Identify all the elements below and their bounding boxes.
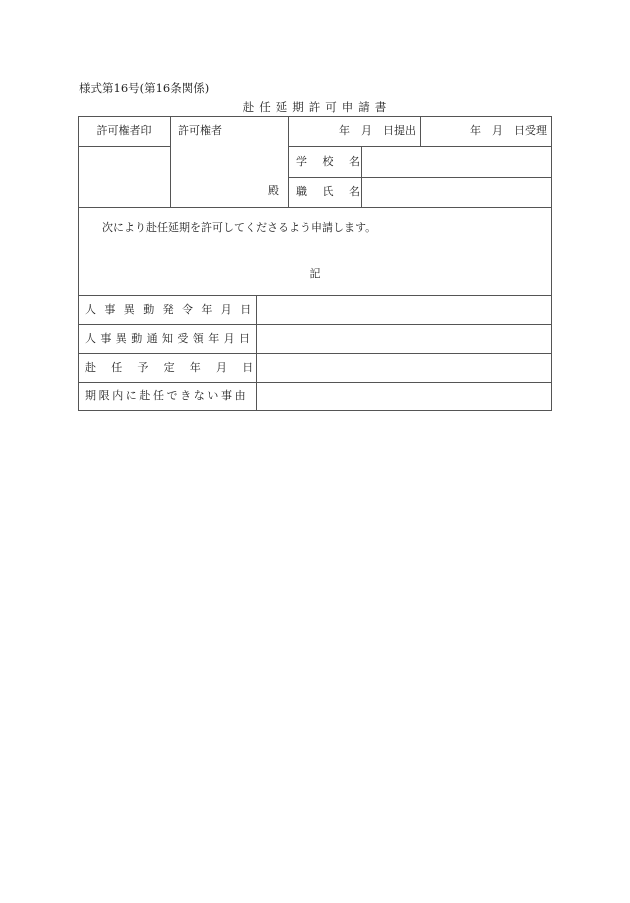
detail-row-label: 期限内に赴任できない事由 (85, 389, 249, 402)
school-name-label: 学 校 名 (296, 155, 366, 168)
received-date-label[interactable]: 年 月 日受理 (470, 124, 547, 137)
stamp-label: 許可権者印 (96, 124, 152, 137)
submitted-date-label[interactable]: 年 月 日提出 (339, 124, 416, 137)
table-border-top (78, 116, 552, 117)
detail-row-value[interactable] (262, 389, 546, 405)
form-title: 赴任延期許可申請書 (242, 100, 392, 114)
divider (288, 146, 552, 147)
divider (288, 177, 552, 178)
detail-row-value[interactable] (262, 303, 546, 319)
form-number: 様式第16号(第16条関係) (79, 81, 210, 95)
table-border-right (551, 116, 552, 411)
divider (78, 324, 552, 325)
position-name-field[interactable] (366, 185, 546, 201)
detail-row-value[interactable] (262, 332, 546, 348)
stamp-field[interactable] (79, 147, 170, 207)
divider (78, 295, 552, 296)
divider (78, 353, 552, 354)
authority-label: 許可権者 (178, 124, 222, 137)
divider (78, 207, 552, 208)
detail-row-value[interactable] (262, 361, 546, 377)
honorific-label: 殿 (268, 184, 279, 197)
divider (78, 382, 552, 383)
position-name-label: 職 氏 名 (296, 185, 366, 198)
record-label: 記 (309, 267, 321, 280)
request-text: 次により赴任延期を許可してくださるよう申請します。 (102, 221, 377, 234)
table-border-bottom (78, 410, 552, 411)
detail-row-label: 赴任予定年月日 (85, 361, 269, 374)
detail-row-label: 人事異動発令年月日 (85, 303, 260, 316)
authority-field[interactable] (171, 140, 271, 182)
school-name-field[interactable] (366, 155, 546, 171)
detail-row-label: 人事異動通知受領年月日 (85, 332, 255, 345)
